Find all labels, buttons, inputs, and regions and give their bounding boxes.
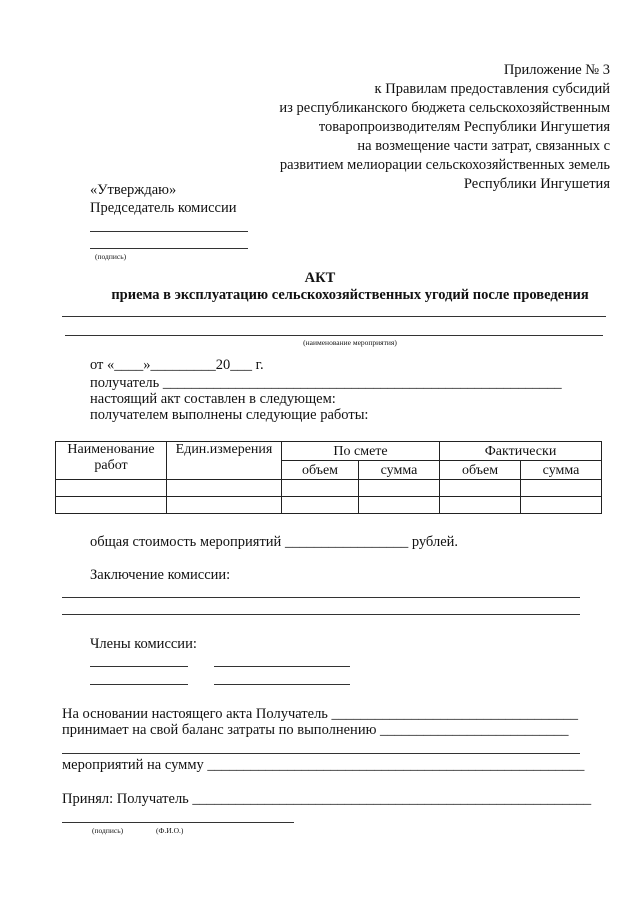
group-header-estimate: По смете — [282, 442, 440, 461]
act-title: АКТ — [304, 270, 336, 286]
table-cell — [56, 480, 167, 497]
sum-line: мероприятий на сумму ____________________________________________________ — [62, 757, 585, 773]
table-row — [56, 497, 602, 514]
conclusion-label: Заключение комиссии: — [90, 567, 231, 583]
date-line: от «____»_________20___ г. — [90, 357, 264, 373]
member-sign-line — [90, 666, 188, 667]
basis-line: На основании настоящего акта Получатель __________________________________ — [62, 706, 579, 722]
sign-note: (подпись) — [92, 826, 124, 835]
member-sign-line — [90, 684, 188, 685]
table-cell — [282, 497, 359, 514]
signature-line — [90, 248, 248, 249]
sub-header-sum: сумма — [521, 461, 602, 480]
table-cell — [521, 480, 602, 497]
header-line: на возмещение части затрат, связанных с — [357, 138, 610, 154]
table-cell — [440, 497, 521, 514]
member-name-line — [214, 666, 350, 667]
table-cell — [167, 480, 282, 497]
signature-note: (подпись) — [95, 252, 127, 261]
table-cell — [56, 497, 167, 514]
header-line: развитием мелиорации сельскохозяйственных земель — [279, 157, 610, 173]
signature-line — [90, 231, 248, 232]
table-cell — [521, 497, 602, 514]
composed-line: настоящий акт составлен в следующем: — [90, 391, 336, 407]
accepted-line: Принял: Получатель _______________________________________________________ — [62, 791, 592, 807]
table-row — [56, 480, 602, 497]
members-label: Члены комиссии: — [90, 636, 197, 652]
conclusion-line — [62, 614, 580, 615]
header-line: из республиканского бюджета сельскохозяйственным — [279, 100, 610, 116]
event-line — [65, 335, 603, 336]
member-name-line — [214, 684, 350, 685]
sub-header-volume: объем — [282, 461, 359, 480]
accepted-sign-line — [62, 822, 294, 823]
event-line — [62, 316, 606, 317]
header-line: Республики Ингушетия — [463, 176, 610, 192]
header-line: товаропроизводителям Республики Ингушетия — [318, 119, 610, 135]
approve-label: «Утверждаю» — [90, 182, 177, 198]
recipient-line: получатель _______________________________________________________ — [90, 375, 562, 391]
footer-blank-line — [62, 753, 580, 754]
chairman-label: Председатель комиссии — [90, 200, 237, 216]
balance-line: принимает на свой баланс затраты по выполнению __________________________ — [62, 722, 569, 738]
sub-header-sum: сумма — [359, 461, 440, 480]
table-cell — [440, 480, 521, 497]
table-cell — [359, 497, 440, 514]
fio-note: (Ф.И.О.) — [156, 826, 184, 835]
table-cell — [359, 480, 440, 497]
sub-header-volume: объем — [440, 461, 521, 480]
works-table — [55, 441, 602, 514]
act-subtitle: приема в эксплуатацию сельскохозяйственных угодий после проведения — [111, 287, 589, 303]
col-header-unit: Един.измерения — [167, 442, 282, 480]
group-header-actual: Фактически — [440, 442, 602, 461]
header-line: Приложение № 3 — [503, 62, 610, 78]
header-line: к Правилам предоставления субсидий — [374, 81, 610, 97]
conclusion-line — [62, 597, 580, 598]
col-header-name: Наименование работ — [56, 442, 167, 480]
total-cost-line: общая стоимость мероприятий _________________ рублей. — [90, 534, 459, 550]
table-cell — [167, 497, 282, 514]
works-done-line: получателем выполнены следующие работы: — [90, 407, 369, 423]
table-cell — [282, 480, 359, 497]
event-name-note: (наименование мероприятия) — [303, 338, 397, 347]
